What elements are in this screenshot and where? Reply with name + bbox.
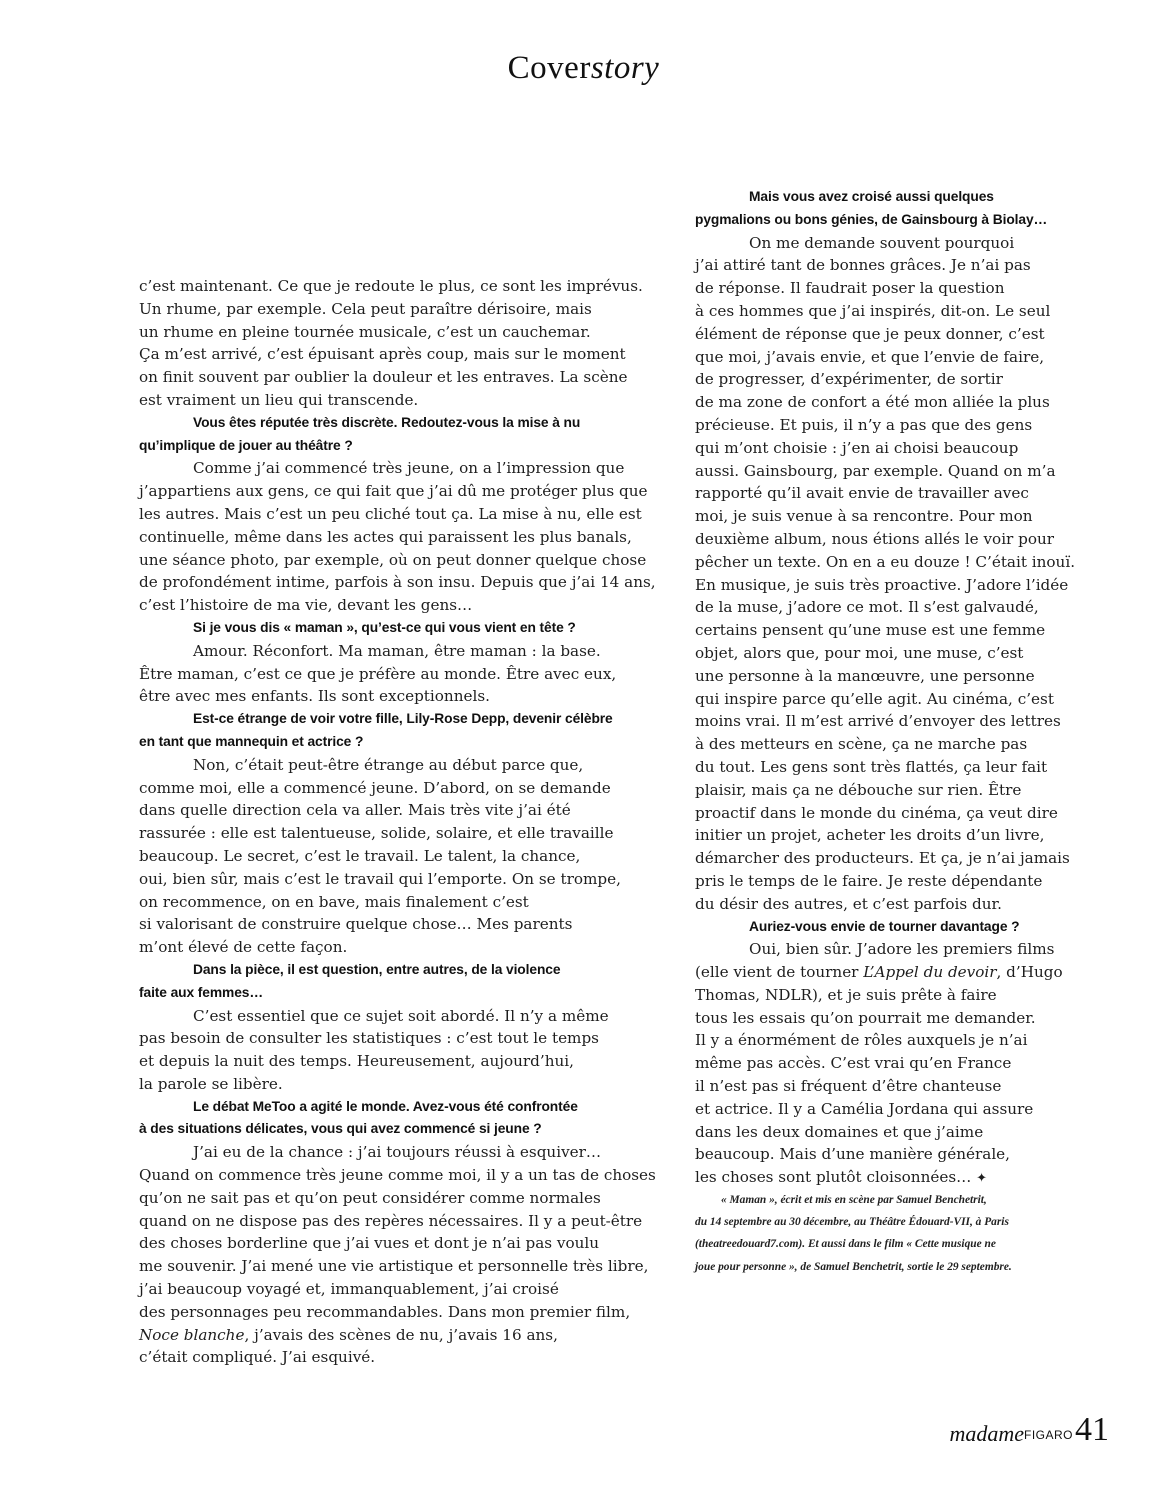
text-segment: Dans la pièce, il est question, entre autres, de la violence (193, 961, 561, 977)
text-line (695, 300, 1095, 323)
text-line (139, 663, 659, 686)
text-line (139, 868, 659, 891)
text-line (695, 1143, 1095, 1166)
text-segment: de progresser, d’expérimenter, de sortir (695, 370, 1003, 389)
text-segment: initier un projet, acheter les droits d’un livre, (695, 826, 1045, 845)
text-line (695, 482, 1095, 505)
text-segment: Ça m’est arrivé, c’est épuisant après coup, mais sur le moment (139, 345, 626, 364)
credit-line (695, 1189, 1095, 1211)
question-line (139, 708, 659, 731)
text-line (695, 802, 1095, 825)
text-line (139, 1073, 659, 1096)
section-header-cover: Cover (507, 50, 591, 86)
text-line (695, 414, 1095, 437)
text-line (695, 505, 1095, 528)
text-line (695, 528, 1095, 551)
text-segment: , j’avais des scènes de nu, j’avais 16 ans, (244, 1325, 558, 1344)
text-segment: Un rhume, par exemple. Cela peut paraître dérisoire, mais (139, 299, 592, 318)
text-line (139, 457, 659, 480)
text-segment: qu’on ne sait pas et qu’on peut considérer comme normales (139, 1188, 601, 1207)
text-line (139, 1232, 659, 1255)
text-line (139, 503, 659, 526)
text-segment: qui m’ont choisie : j’en ai choisi beaucoup (695, 438, 1019, 457)
text-segment: On me demande souvent pourquoi (749, 233, 1015, 252)
text-line (139, 754, 659, 777)
text-segment: du désir des autres, et c’est parfois dur. (695, 894, 1002, 913)
footer-brand-figaro: FIGARO (1023, 1428, 1073, 1442)
text-segment: m’ont élevé de cette façon. (139, 938, 348, 957)
text-segment: faite aux femmes… (139, 984, 264, 1000)
text-line (695, 437, 1095, 460)
text-segment: Quand on commence très jeune comme moi, il y a un tas de choses (139, 1166, 656, 1185)
section-header (0, 50, 1167, 87)
end-mark-icon: ✦ (976, 1171, 988, 1187)
text-segment: proactif dans le monde du cinéma, ça veut dire (695, 803, 1058, 822)
text-segment: quand on ne dispose pas des repères nécessaires. Il y a peut-être (139, 1211, 643, 1230)
text-line (695, 596, 1095, 619)
section-header-story: story (590, 50, 660, 86)
text-line (139, 1005, 659, 1028)
text-segment: moi, je suis venue à sa rencontre. Pour mon (695, 507, 1033, 526)
text-segment: j’appartiens aux gens, ce qui fait que j’ai dû me protéger plus que (139, 482, 648, 501)
text-line (695, 277, 1095, 300)
text-line (139, 1210, 659, 1233)
text-segment: précieuse. Et puis, il n’y a pas que des gens (695, 415, 1033, 434)
text-segment: Être maman, c’est ce que je préfère au monde. Être avec eux, (139, 664, 617, 683)
text-segment: démarcher des producteurs. Et ça, je n’ai jamais (695, 849, 1070, 868)
text-segment: pris le temps de le faire. Je reste dépendante (695, 871, 1043, 890)
text-segment: Comme j’ai commencé très jeune, on a l’impression que (193, 459, 625, 478)
article-column-left (139, 275, 659, 1369)
text-line (695, 733, 1095, 756)
text-segment: si valorisant de construire quelque chose… Mes parents (139, 915, 573, 934)
question-line (139, 959, 659, 982)
text-line (695, 847, 1095, 870)
text-segment: deuxième album, nous étions allés le voir pour (695, 529, 1055, 548)
text-line (139, 777, 659, 800)
question-line (139, 982, 659, 1005)
text-segment: « Maman », écrit et mis en scène par Samuel Benchetrit, (721, 1194, 987, 1207)
text-segment: certains pensent qu’une muse est une femme (695, 621, 1046, 640)
text-segment: Vous êtes réputée très discrète. Redoutez-vous la mise à nu (193, 414, 581, 430)
text-line (139, 594, 659, 617)
text-line (695, 688, 1095, 711)
text-segment: me souvenir. J’ai mené une vie artistique et personnelle très libre, (139, 1257, 649, 1276)
text-line (139, 1164, 659, 1187)
text-segment: la parole se libère. (139, 1074, 283, 1093)
text-segment: c’est l’histoire de ma vie, devant les gens… (139, 596, 473, 615)
text-segment: j’ai attiré tant de bonnes grâces. Je n’ai pas (695, 256, 1031, 275)
text-line (695, 665, 1095, 688)
text-line (695, 1052, 1095, 1075)
text-line (139, 343, 659, 366)
text-line (139, 366, 659, 389)
text-segment: c’est maintenant. Ce que je redoute le plus, ce sont les imprévus. (139, 277, 643, 295)
text-line (139, 321, 659, 344)
text-segment: oui, bien sûr, mais c’est le travail qui l’emporte. On se trompe, (139, 869, 621, 888)
text-segment: Non, c’était peut-être étrange au début parce que, (193, 755, 584, 774)
text-segment: Thomas, NDLR), et je suis prête à faire (695, 985, 997, 1004)
italic-title: L’Appel du devoir (863, 963, 997, 982)
text-line (695, 254, 1095, 277)
text-line (139, 298, 659, 321)
text-line (695, 779, 1095, 802)
text-segment: rassurée : elle est talentueuse, solide, solaire, et elle travaille (139, 824, 614, 843)
text-line (139, 1324, 659, 1347)
text-segment: Il y a énormément de rôles auxquels je n’ai (695, 1031, 1028, 1050)
text-line (695, 460, 1095, 483)
text-line (139, 1187, 659, 1210)
text-segment: à des situations délicates, vous qui avez commencé si jeune ? (139, 1121, 542, 1137)
text-line (139, 1301, 659, 1324)
text-line (139, 1346, 659, 1369)
text-line (139, 480, 659, 503)
text-segment: on finit souvent par oublier la douleur et les entraves. La scène (139, 368, 628, 387)
text-line (139, 685, 659, 708)
question-line (695, 209, 1095, 232)
text-segment: une personne à la manœuvre, une personne (695, 666, 1035, 685)
text-segment: en tant que mannequin et actrice ? (139, 733, 364, 749)
text-segment: C’est essentiel que ce sujet soit abordé. Il n’y a même (193, 1006, 609, 1025)
text-segment: même pas accès. C’est vrai qu’en France (695, 1054, 1012, 1073)
text-segment: dans quelle direction cela va aller. Mais très vite j’ai été (139, 801, 571, 820)
text-line (139, 845, 659, 868)
text-segment: , d’Hugo (996, 963, 1063, 982)
text-line (139, 891, 659, 914)
text-line (139, 549, 659, 572)
text-segment: des personnages peu recommandables. Dans mon premier film, (139, 1302, 631, 1321)
text-segment: les choses sont plutôt cloisonnées… (695, 1168, 977, 1187)
text-line (695, 961, 1095, 984)
text-line (695, 1166, 1095, 1189)
text-line (139, 389, 659, 412)
text-segment: Oui, bien sûr. J’adore les premiers films (749, 940, 1055, 959)
text-line (139, 936, 659, 959)
text-segment: être avec mes enfants. Ils sont exceptionnels. (139, 687, 490, 706)
text-segment: à des metteurs en scène, ça ne marche pas (695, 735, 1028, 754)
text-segment: Auriez-vous envie de tourner davantage ? (749, 918, 1020, 934)
text-line (695, 710, 1095, 733)
text-segment: un rhume en pleine tournée musicale, c’est un cauchemar. (139, 322, 591, 341)
text-segment: qu’implique de jouer au théâtre ? (139, 437, 353, 453)
text-line (695, 756, 1095, 779)
text-line (139, 1278, 659, 1301)
text-line (695, 1121, 1095, 1144)
text-segment: est vraiment un lieu qui transcende. (139, 390, 419, 409)
question-line (139, 435, 659, 458)
text-line (695, 824, 1095, 847)
text-line (139, 571, 659, 594)
text-line (695, 1075, 1095, 1098)
text-line (695, 1007, 1095, 1030)
credit-line (695, 1211, 1095, 1233)
text-segment: de profondément intime, parfois à son insu. Depuis que j’ai 14 ans, (139, 573, 656, 592)
text-segment: pygmalions ou bons génies, de Gainsbourg à Biolay… (695, 211, 1048, 227)
text-segment: comme moi, elle a commencé jeune. D’abord, on se demande (139, 778, 611, 797)
question-line (139, 1096, 659, 1119)
text-segment: et actrice. Il y a Camélia Jordana qui assure (695, 1099, 1034, 1118)
text-segment: j’ai beaucoup voyagé et, immanquablement, j’ai croisé (139, 1280, 559, 1299)
question-line (695, 186, 1095, 209)
text-line (695, 391, 1095, 414)
article-column-right (695, 186, 1095, 1278)
text-line (695, 642, 1095, 665)
text-line (695, 619, 1095, 642)
text-segment: dans les deux domaines et que j’aime (695, 1122, 984, 1141)
text-segment: du 14 septembre au 30 décembre, au Théâtre Édouard-VII, à Paris (695, 1216, 1009, 1229)
question-line (139, 1118, 659, 1141)
text-line (139, 1027, 659, 1050)
text-segment: de réponse. Il faudrait poser la question (695, 279, 1005, 298)
text-line (695, 323, 1095, 346)
text-segment: pêcher un texte. On en a eu douze ! C’était inouï. (695, 552, 1076, 571)
text-segment: continuelle, même dans les actes qui paraissent les plus banals, (139, 527, 632, 546)
text-segment: plaisir, mais ça ne débouche sur rien. Être (695, 780, 1022, 799)
credit-line (695, 1256, 1095, 1278)
text-segment: rapporté qu’il avait envie de travailler avec (695, 484, 1029, 503)
text-segment: (theatreedouard7.com). Et aussi dans le film « Cette musique ne (695, 1238, 996, 1251)
text-line (695, 1029, 1095, 1052)
text-line (139, 526, 659, 549)
question-line (139, 731, 659, 754)
text-line (695, 938, 1095, 961)
footer-brand-madame: madame (949, 1421, 1024, 1446)
text-line (695, 574, 1095, 597)
text-segment: Est-ce étrange de voir votre fille, Lily-Rose Depp, devenir célèbre (193, 711, 613, 727)
text-segment: beaucoup. Mais d’une manière générale, (695, 1145, 1010, 1164)
text-segment: pas besoin de consulter les statistiques : c’est tout le temps (139, 1029, 599, 1048)
text-line (139, 275, 659, 298)
text-segment: objet, alors que, pour moi, une muse, c’est (695, 643, 1024, 662)
question-line (695, 916, 1095, 939)
text-line (695, 551, 1095, 574)
text-line (695, 893, 1095, 916)
text-line (695, 232, 1095, 255)
text-segment: aussi. Gainsbourg, par exemple. Quand on m’a (695, 461, 1056, 480)
text-segment: J’ai eu de la chance : j’ai toujours réussi à esquiver… (193, 1143, 602, 1162)
text-segment: Mais vous avez croisé aussi quelques (749, 189, 994, 204)
text-segment: à ces hommes que j’ai inspirés, dit-on. Le seul (695, 301, 1051, 320)
text-segment: (elle vient de tourner (695, 963, 864, 982)
text-segment: de ma zone de confort a été mon alliée la plus (695, 393, 1050, 412)
text-line (139, 799, 659, 822)
text-segment: on recommence, on en bave, mais finalement c’est (139, 892, 529, 911)
page-number: 41 (1075, 1411, 1109, 1448)
text-line (139, 1050, 659, 1073)
credit-line (695, 1233, 1095, 1255)
text-line (695, 870, 1095, 893)
text-segment: une séance photo, par exemple, où on peut donner quelque chose (139, 550, 647, 569)
text-line (139, 1141, 659, 1164)
text-segment: du tout. Les gens sont très flattés, ça leur fait (695, 757, 1048, 776)
text-segment: c’était compliqué. J’ai esquivé. (139, 1348, 376, 1367)
text-segment: En musique, je suis très proactive. J’adore l’idée (695, 575, 1069, 594)
text-segment: élément de réponse que je peux donner, c’est (695, 324, 1045, 343)
text-segment: qui inspire parce qu’elle agit. Au cinéma, c’est (695, 689, 1054, 708)
text-segment: de la muse, j’adore ce mot. Il s’est galvaudé, (695, 598, 1039, 617)
text-line (139, 1255, 659, 1278)
italic-title: Noce blanche (139, 1325, 245, 1344)
text-segment: Si je vous dis « maman », qu’est-ce qui vous vient en tête ? (193, 619, 576, 635)
text-segment: beaucoup. Le secret, c’est le travail. Le talent, la chance, (139, 846, 581, 865)
text-segment: Amour. Réconfort. Ma maman, être maman : la base. (193, 641, 601, 660)
text-segment: des choses borderline que j’ai vues et dont je n’ai pas voulu (139, 1234, 600, 1253)
text-segment: moins vrai. Il m’est arrivé d’envoyer des lettres (695, 712, 1061, 731)
text-line (695, 1098, 1095, 1121)
page-footer (949, 1413, 1109, 1447)
text-segment: il n’est pas si fréquent d’être chanteuse (695, 1077, 1002, 1096)
text-line (139, 822, 659, 845)
question-line (139, 617, 659, 640)
text-line (695, 346, 1095, 369)
text-line (139, 913, 659, 936)
text-segment: Le débat MeToo a agité le monde. Avez-vous été confrontée (193, 1098, 578, 1114)
text-line (695, 984, 1095, 1007)
text-segment: tous les essais qu’on pourrait me demander. (695, 1008, 1036, 1027)
text-segment: et depuis la nuit des temps. Heureusement, aujourd’hui, (139, 1052, 574, 1071)
text-segment: joue pour personne », de Samuel Benchetrit, sortie le 29 septembre. (695, 1260, 1012, 1273)
question-line (139, 412, 659, 435)
text-line (695, 368, 1095, 391)
text-segment: que moi, j’avais envie, et que l’envie de faire, (695, 347, 1045, 366)
text-line (139, 640, 659, 663)
text-segment: les autres. Mais c’est un peu cliché tout ça. La mise à nu, elle est (139, 504, 642, 523)
